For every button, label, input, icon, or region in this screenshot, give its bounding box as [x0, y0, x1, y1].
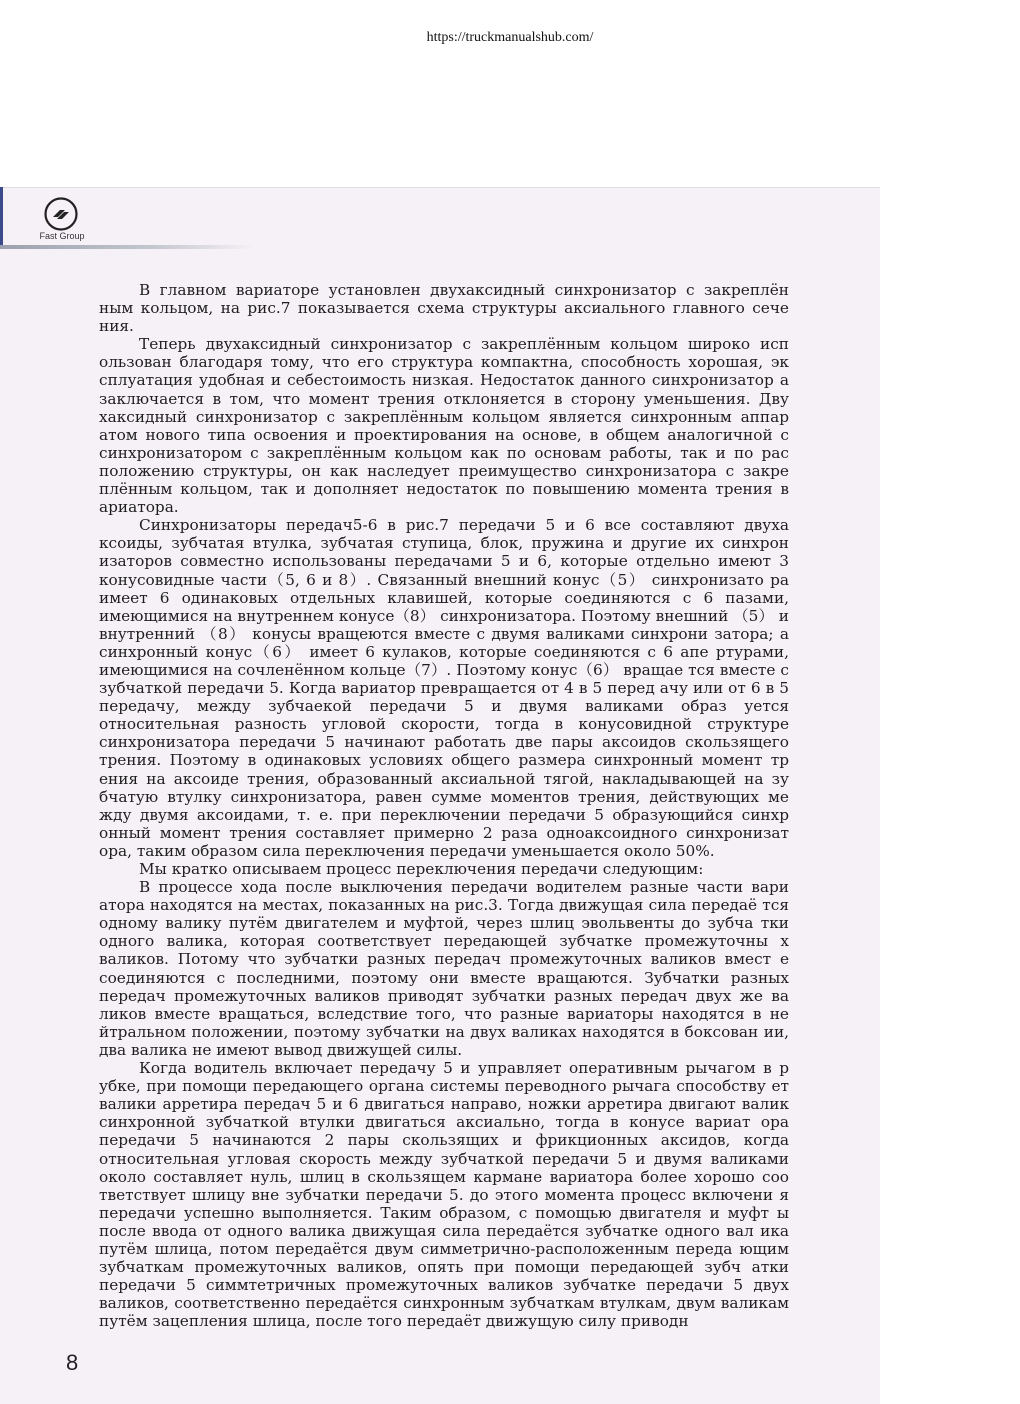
paragraph: В процессе хода после выключения передачи водителем разные части вари атора находятся на местах, показанных на рис.3. Тогда движущая сила передаё тся одному валику путём двигателем и муфтой, через шлиц эвольвенты до зубча тки одного валика, которая соответствует передающей зубчатке промежуточны х валиков. Потому что зубчатки разных передач промежуточных валиков вмест е соединяются с последними, поэтому они вместе вращаются. Зубчатки разных передач промежуточных валиков приводят зубчатки разных передач двух же ва ликов вместе вращаться, вследствие того, что разные вариаторы находятся в не йтральном положении, поэтому зубчатки на двух валиках находятся в боксован ии, два валика не имеют вывод движущей силы.: [99, 878, 789, 1059]
paragraph: Мы кратко описываем процесс переключения передачи следующим:: [139, 860, 704, 878]
page-number: 8: [66, 1350, 79, 1375]
paragraph: Синхронизаторы передач5-6 в рис.7 передачи 5 и 6 все составляют двуха ксоиды, зубчатая втулка, зубчатая ступица, блок, пружина и другие их синхрон изаторов совместно использованы передачами 5 и 6, которые отдельно имеют 3 конусовидные части（5, 6 и 8）. Связанный внешний конус（5） синхронизато ра имеет 6 одинаковых отдельных клавишей, которые соединяются с 6 пазами, имеющимися на внутреннем конусе（8） синхронизатора. Поэтому внешний （5） и внутренний （8） конусы вращеются вместе с двумя валиками синхрони затора; а синхронный конус（6） имеет 6 кулаков, которые соединяются с 6 апе ртурами, имеющимися на сочленённом кольце（7）. Поэтому конус（6） вращае тся вместе с зубчаткой передачи 5. Когда вариатор превращается от 4 в 5 перед ачу или от 6 в 5 передачу, между зубчаекой передачи 5 и двумя валиками образ уется относительная разность угловой скорости, тогда в конусовидной структуре синхронизатора передачи 5 начинают работать две пары аксоидов скользящего трения. Поэтому в одинаковых условиях общего размера синхронный момент тр ения на аксоиде трения, образованный аксиальной тягой, накладывающей на зу бчатую втулку синхронизатора, равен сумме моментов трения, действующих ме жду двумя аксоидами, т. е. при переключении передачи 5 образующийся синхр онный момент трения составляет примерно 2 раза одноаксоидного синхронизат ора, таким образом сила переключения передачи уменьшается около 50%.: [99, 516, 789, 860]
article-body: [99, 281, 789, 1330]
paragraph: В главном вариаторе установлен двухаксидный синхронизатор с закреплён ным кольцом, на рис.7 показывается схема структуры аксиального главного сече ния.: [99, 281, 789, 336]
paragraph: Когда водитель включает передачу 5 и управляет оперативным рычагом в р убке, при помощи передающего органа системы переводного рычага способству ет валики арретира передач 5 и 6 двигаться направо, ножки арретира двигают валик синхронной зубчаткой втулки двигаться аксиально, тогда в конусе вариат ора передачи 5 начинаются 2 пары скользящих и фрикционных аксидов, когда относительная угловая скорость между зубчаткой передачи 5 и двумя валиками около составляет нуль, шлиц в скользящем кармане вариатора более хорошо соо тветствует шлицу вне зубчатки передачи 5. до этого момента процесс включени я передачи успешно выполняется. Таким образом, с помощью двигателя и муфт ы после ввода от одного валика движущая сила передаётся зубчатке одного вал ика путём шлица, потом передаётся двум симметрично-расположенным переда ющим зубчаткам промежуточных валиков, опять при помощи передающей зубч атки передачи 5 симмтетричных промежуточных валиков зубчатке передачи 5 двух валиков, соответственно передаётся синхронным зубчаткам втулкам, двум валикам путём зацепления шлица, после того передаёт движущую силу приводн: [99, 1059, 789, 1331]
logo-caption: Fast Group: [39, 231, 85, 241]
source-url[interactable]: https://truckmanualshub.com/: [426, 30, 594, 45]
page-edge-accent: [0, 187, 3, 247]
paragraph: Теперь двухаксидный синхронизатор с закреплённым кольцом широко исп ользован благодаря тому, что его структура компактна, способность хорошая, эк сплуатация удобная и себестоимость низкая. Недостаток данного синхронизатор а заключается в том, что момент трения отклоняется в сторону уменьшения. Дву хаксидный синхронизатор с закреплённым кольцом является синхронным аппар атом нового типа освоения и проектирования на основе, в общем аналогичной с синхронизатором с закреплённым кольцом как по основам работы, так и по рас положению структуры, он как наследует преимущество синхронизатора с закре плённым кольцом, так и дополняет недостаток по повышению момента трения в ариатора.: [99, 335, 789, 517]
header-rule: [0, 245, 255, 249]
fast-group-logo-icon: [44, 197, 78, 231]
